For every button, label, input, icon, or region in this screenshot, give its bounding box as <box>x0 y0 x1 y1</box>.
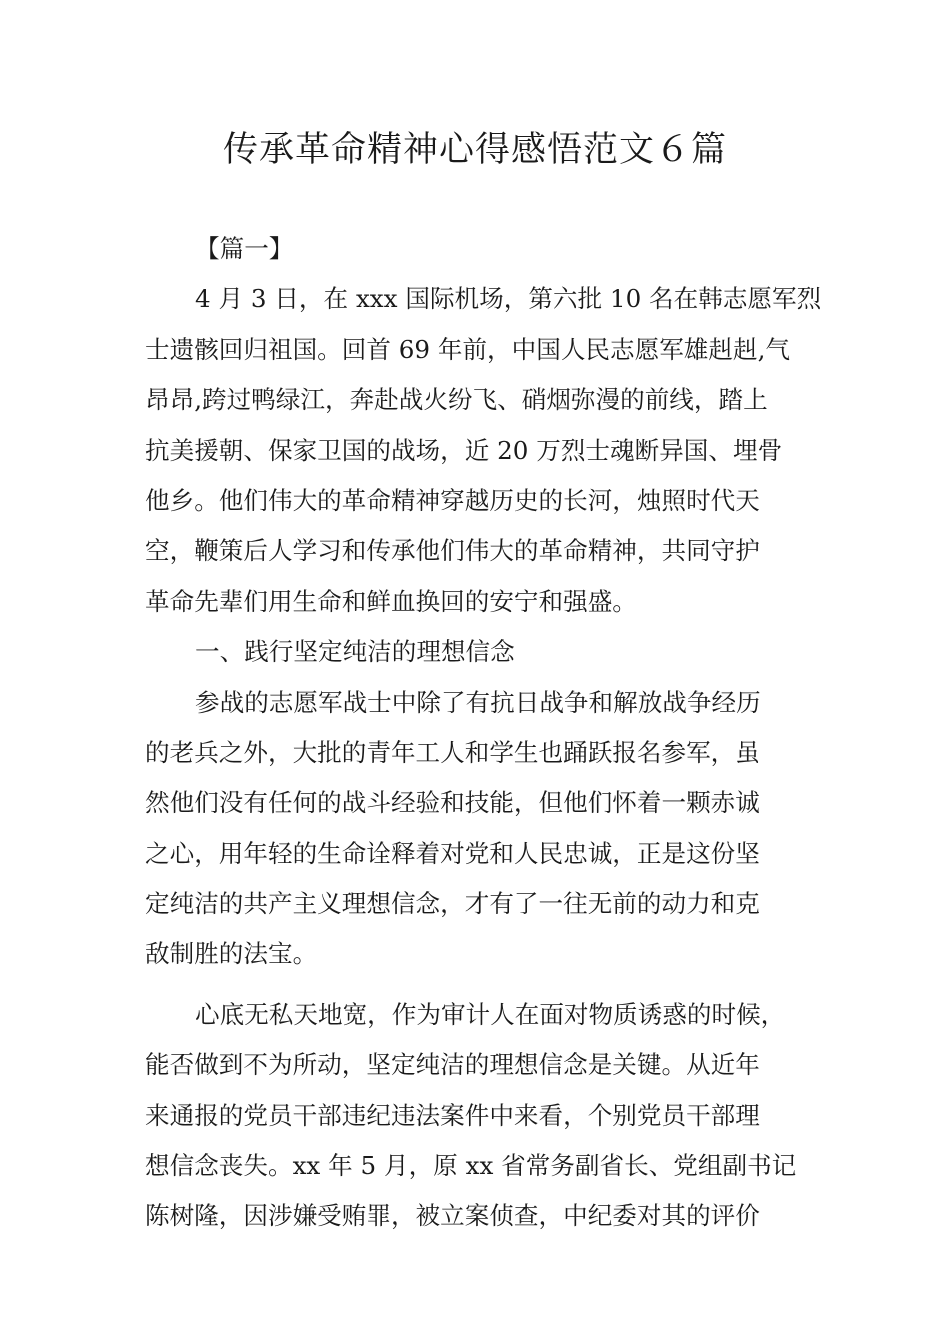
paragraph-line: 然他们没有任何的战斗经验和技能，但他们怀着一颗赤诚 <box>145 788 760 818</box>
paragraph-line: 的老兵之外，大批的青年工人和学生也踊跃报名参军，虽 <box>145 737 760 767</box>
paragraph-line: 4 月 3 日，在 xxx 国际机场，第六批 10 名在韩志愿军烈 <box>195 284 822 314</box>
paragraph-line: 来通报的党员干部违纪违法案件中来看，个别党员干部理 <box>145 1100 760 1130</box>
paragraph-line: 参战的志愿军战士中除了有抗日战争和解放战争经历 <box>195 687 761 717</box>
paragraph-line: 能否做到不为所动，坚定纯洁的理想信念是关键。从近年 <box>145 1050 760 1080</box>
paragraph-line: 定纯洁的共产主义理想信念，才有了一往无前的动力和克 <box>145 889 760 919</box>
document-body <box>145 224 837 1242</box>
document-title: 传承革命精神心得感悟范文６篇 <box>222 130 727 170</box>
paragraph-line: 敌制胜的法宝。 <box>145 939 318 969</box>
paragraph-line: 陈树隆，因涉嫌受贿罪，被立案侦查，中纪委对其的评价 <box>145 1201 760 1231</box>
paragraph-line: 抗美援朝、保家卫国的战场，近 20 万烈士魂断异国、埋骨 <box>145 435 783 465</box>
paragraph-line: 想信念丧失。xx 年 5 月，原 xx 省常务副省长、党组副书记 <box>145 1151 797 1181</box>
paragraph-line: 士遗骸回归祖国。回首 69 年前，中国人民志愿军雄赳赳,气 <box>145 334 790 364</box>
paragraph-gap <box>145 980 837 990</box>
paragraph-line: 他乡。他们伟大的革命精神穿越历史的长河，烛照时代天 <box>145 485 760 515</box>
paragraph-line: 革命先辈们用生命和鲜血换回的安宁和强盛。 <box>145 586 637 616</box>
section-label: 【篇一】 <box>195 234 294 263</box>
paragraph-line: 心底无私天地宽，作为审计人在面对物质诱惑的时候， <box>195 999 786 1029</box>
section-heading: 一、践行坚定纯洁的理想信念 <box>195 637 515 667</box>
paragraph-line: 昂昂,跨过鸭绿江，奔赴战火纷飞、硝烟弥漫的前线，踏上 <box>145 385 768 415</box>
paragraph-line: 空，鞭策后人学习和传承他们伟大的革命精神，共同守护 <box>145 536 760 566</box>
paragraph-line: 之心，用年轻的生命诠释着对党和人民忠诚，正是这份坚 <box>145 838 760 868</box>
